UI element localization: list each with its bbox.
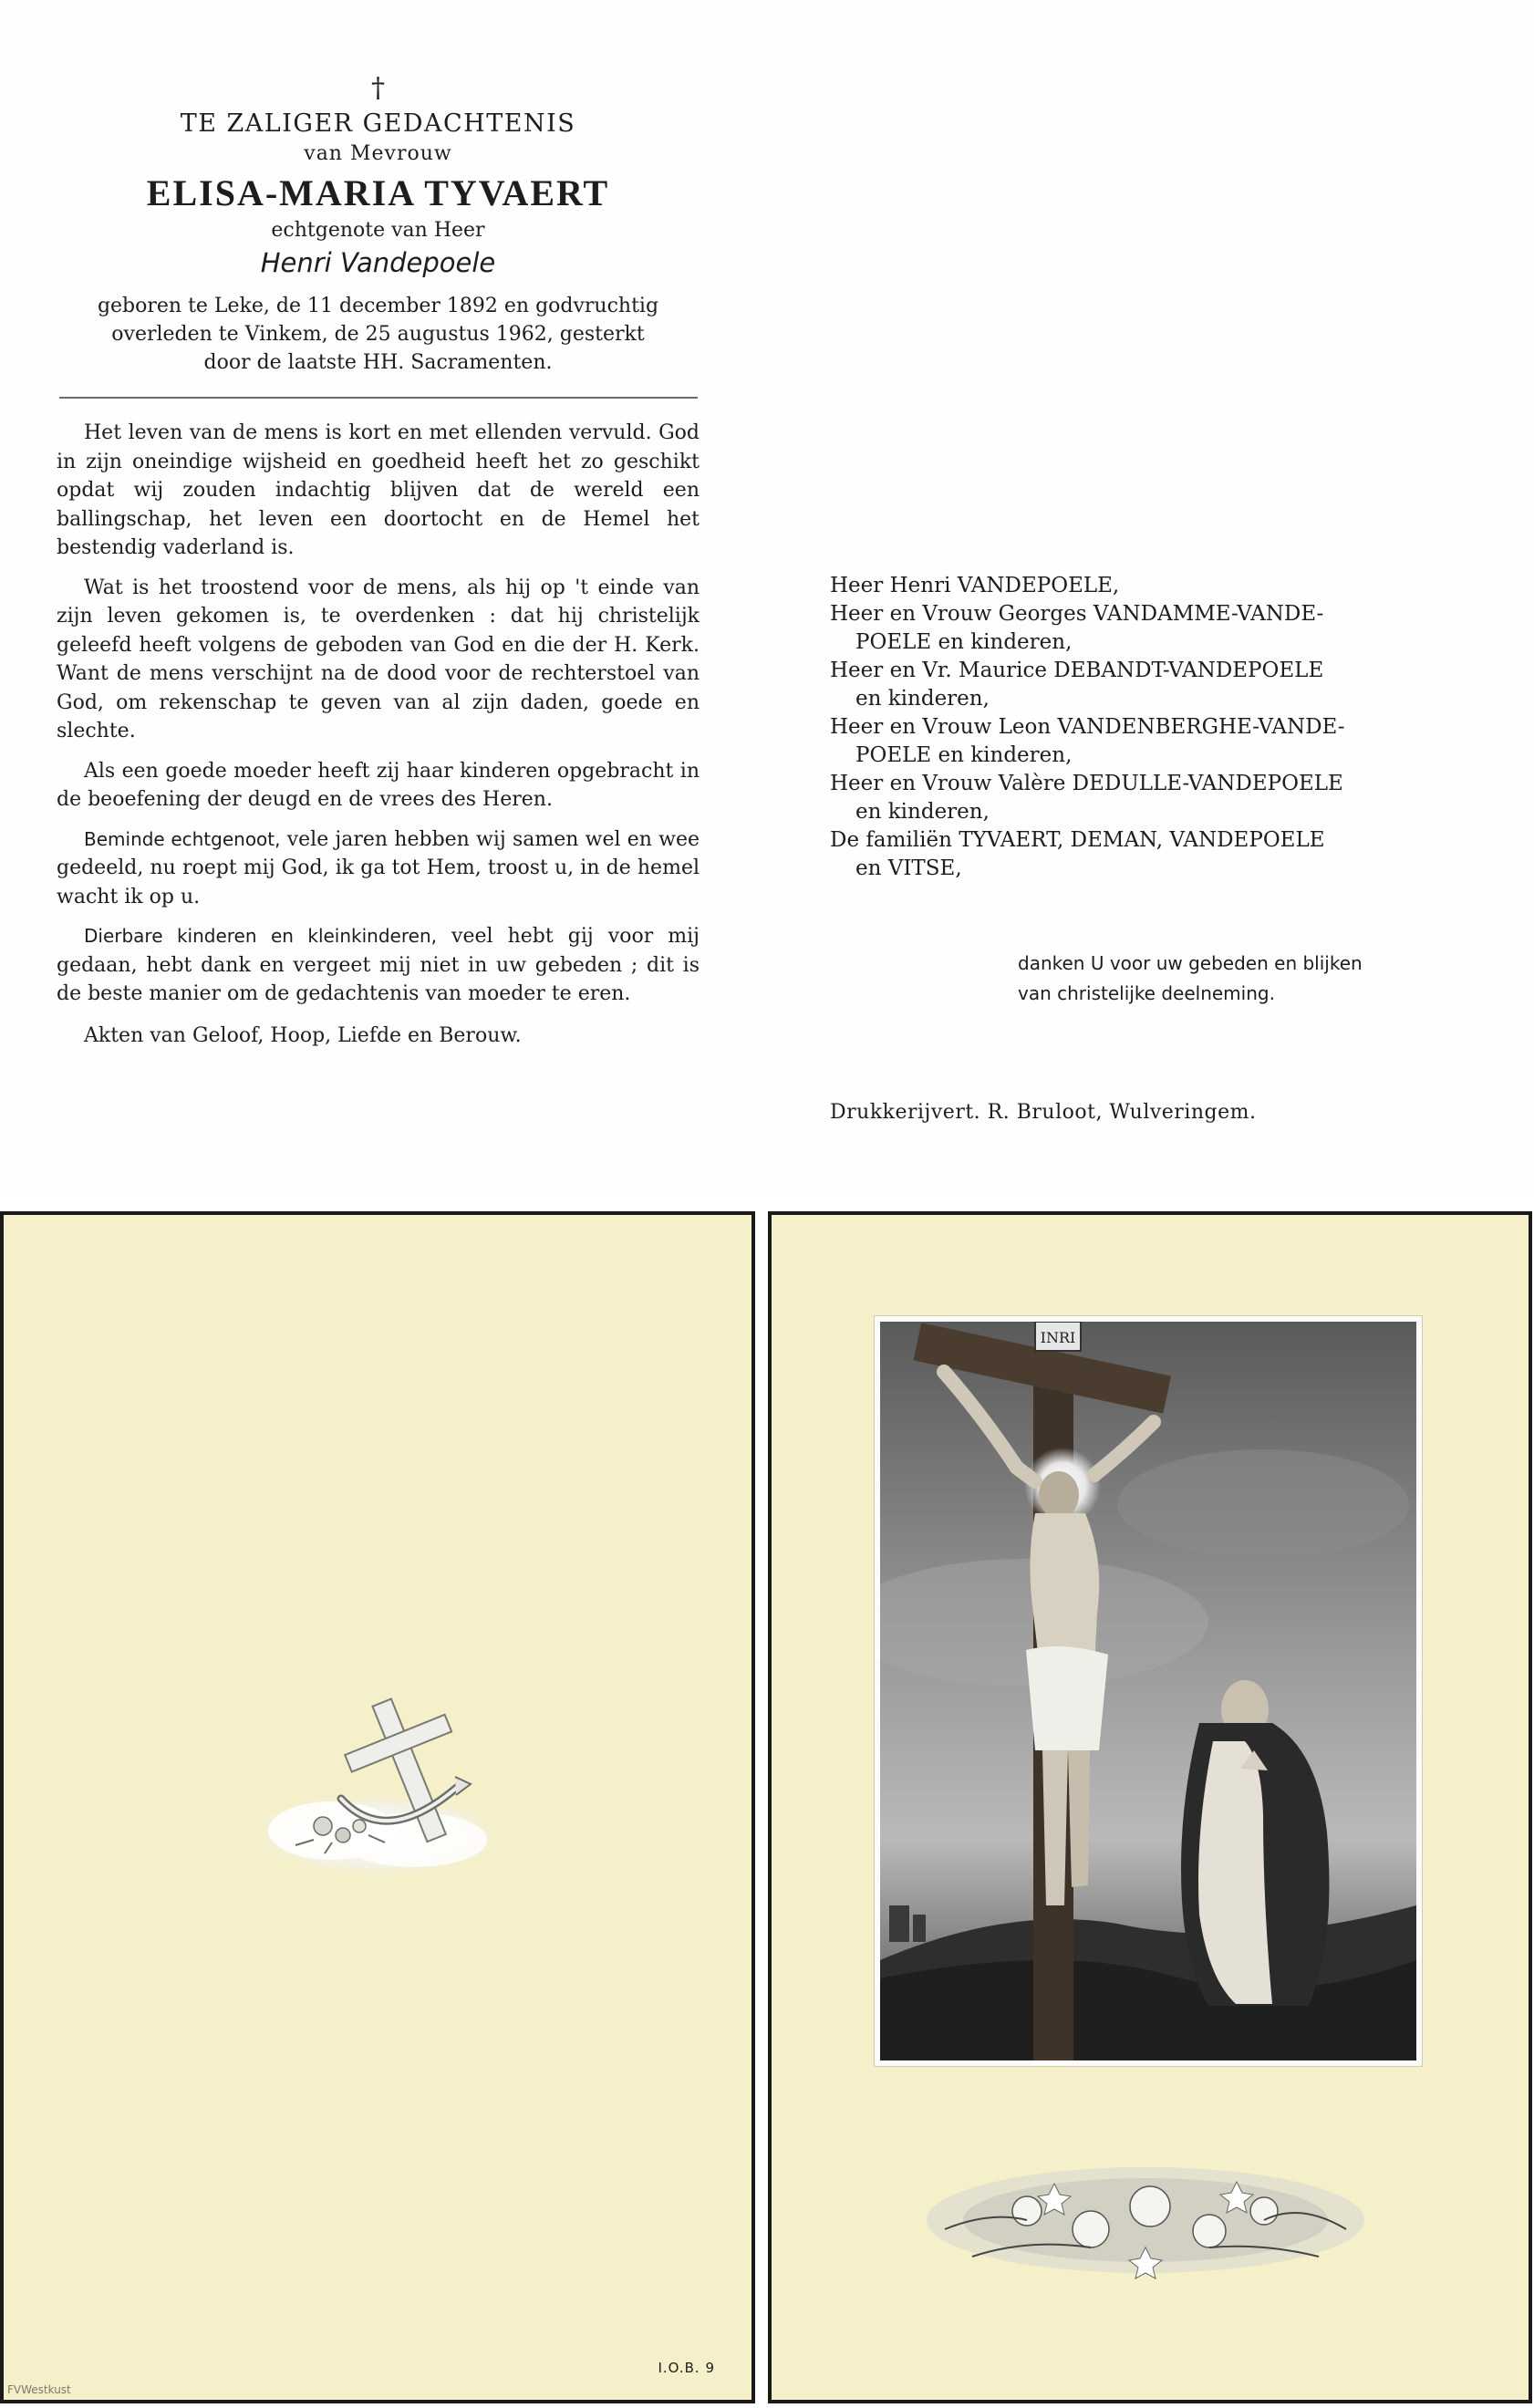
- publisher-code: I.O.B. 9: [658, 2360, 715, 2376]
- paragraph-lead: Beminde echtgenoot,: [84, 827, 281, 850]
- back-cover: [0, 1211, 755, 2403]
- family-line: Heer en Vrouw Georges VANDAMME-VANDE-: [830, 602, 1324, 626]
- paragraph-lead: Dierbare kinderen en kleinkinderen,: [84, 925, 437, 947]
- thanks-line: danken U voor uw gebeden en blijken: [1018, 952, 1363, 974]
- family-line-cont: POELE en kinderen,: [855, 743, 1073, 767]
- flower-garland-icon: [917, 2156, 1373, 2284]
- family-line: Heer en Vr. Maurice DEBANDT-VANDEPOELE: [830, 659, 1324, 682]
- list-item: [830, 770, 1468, 826]
- spouse-prefix: echtgenote van Heer: [271, 219, 485, 242]
- paragraph-comfort: Wat is het troostend voor de mens, als hij op 't einde van zijn leven gekomen is, te overdenken : dat hij christelijk geleefd heeft volgens de geboden van God en die der H. Kerk. Want de mens verschijnt na de dood voor de rechterstoel van God, om rekenschap te geven van al zijn daden, goede en slechte.: [57, 576, 700, 742]
- family-list: [830, 572, 1468, 883]
- family-line: Heer en Vrouw Leon VANDENBERGHE-VANDE-: [830, 715, 1345, 739]
- deceased-name: ELISA-MARIA TYVAERT: [146, 172, 610, 213]
- dates-line: door de laatste HH. Sacramenten.: [203, 351, 553, 374]
- memorial-text-column: [57, 73, 700, 1050]
- family-line: Heer Henri VANDEPOELE,: [830, 574, 1120, 597]
- dates-line: overleden te Vinkem, de 25 augustus 1962, gesterkt: [111, 323, 645, 346]
- cross-anchor-emblem-icon: [232, 1689, 560, 1890]
- family-line-cont: en kinderen,: [855, 687, 990, 711]
- thanks-note: [1018, 949, 1510, 1009]
- thanks-line: van christelijke deelneming.: [1018, 982, 1275, 1004]
- list-item: [830, 600, 1468, 657]
- inner-spread: [0, 0, 1534, 1195]
- family-line-cont: en kinderen,: [855, 800, 990, 824]
- birth-death-dates: [57, 292, 700, 377]
- front-cover: [768, 1211, 1532, 2403]
- paragraph-life: Het leven van de mens is kort en met ellenden vervuld. God in zijn oneindige wijsheid en goedheid heeft het zo geschikt opdat wij zouden indachtig blijven dat de wereld een ballingschap, het leven een doortocht en de Hemel het bestendig vaderland is.: [57, 421, 700, 559]
- memorial-heading: TE ZALIGER GEDACHTENIS: [180, 109, 576, 138]
- family-line: De familiën TYVAERT, DEMAN, VANDEPOELE: [830, 828, 1325, 852]
- dates-line: geboren te Leke, de 11 december 1892 en godvruchtig: [97, 295, 659, 317]
- cross-icon: †: [371, 72, 385, 104]
- printer-credit: Drukkerijvert. R. Bruloot, Wulveringem.: [830, 1101, 1257, 1124]
- paragraph-spouse: [57, 825, 700, 912]
- spouse-name: Henri Vandepoele: [260, 247, 496, 278]
- crucifixion-icon: [880, 1322, 1416, 2060]
- paragraph-body: vele jaren hebben wij samen wel en wee gedeeld, nu roept mij God, ik ga tot Hem, troost u, in de hemel wacht ik op u.: [57, 827, 700, 908]
- title-honorific: van Mevrouw: [304, 142, 452, 165]
- family-line: Heer en Vrouw Valère DEDULLE-VANDEPOELE: [830, 772, 1343, 795]
- paragraph-children: [57, 922, 700, 1009]
- list-item: [830, 572, 1468, 600]
- watermark: FVWestkust: [7, 2383, 71, 2396]
- list-item: [830, 826, 1468, 883]
- closing-prayer-line: Akten van Geloof, Hoop, Liefde en Berouw.: [84, 1023, 522, 1047]
- paragraph-mother: Als een goede moeder heeft zij haar kinderen opgebracht in de beoefening der deugd en de vrees des Heren.: [57, 759, 700, 811]
- inri-sign: INRI: [1040, 1329, 1076, 1346]
- list-item: [830, 713, 1468, 770]
- divider: [59, 397, 698, 399]
- paragraph-body: veel hebt gij voor mij gedaan, hebt dank en vergeet mij niet in uw gebeden ; dit is de beste manier om de gedachtenis van moeder te eren.: [57, 925, 700, 1005]
- list-item: [830, 657, 1468, 713]
- family-line-cont: POELE en kinderen,: [855, 630, 1073, 654]
- crucifixion-picture: [874, 1315, 1423, 2067]
- family-line-cont: en VITSE,: [855, 856, 962, 880]
